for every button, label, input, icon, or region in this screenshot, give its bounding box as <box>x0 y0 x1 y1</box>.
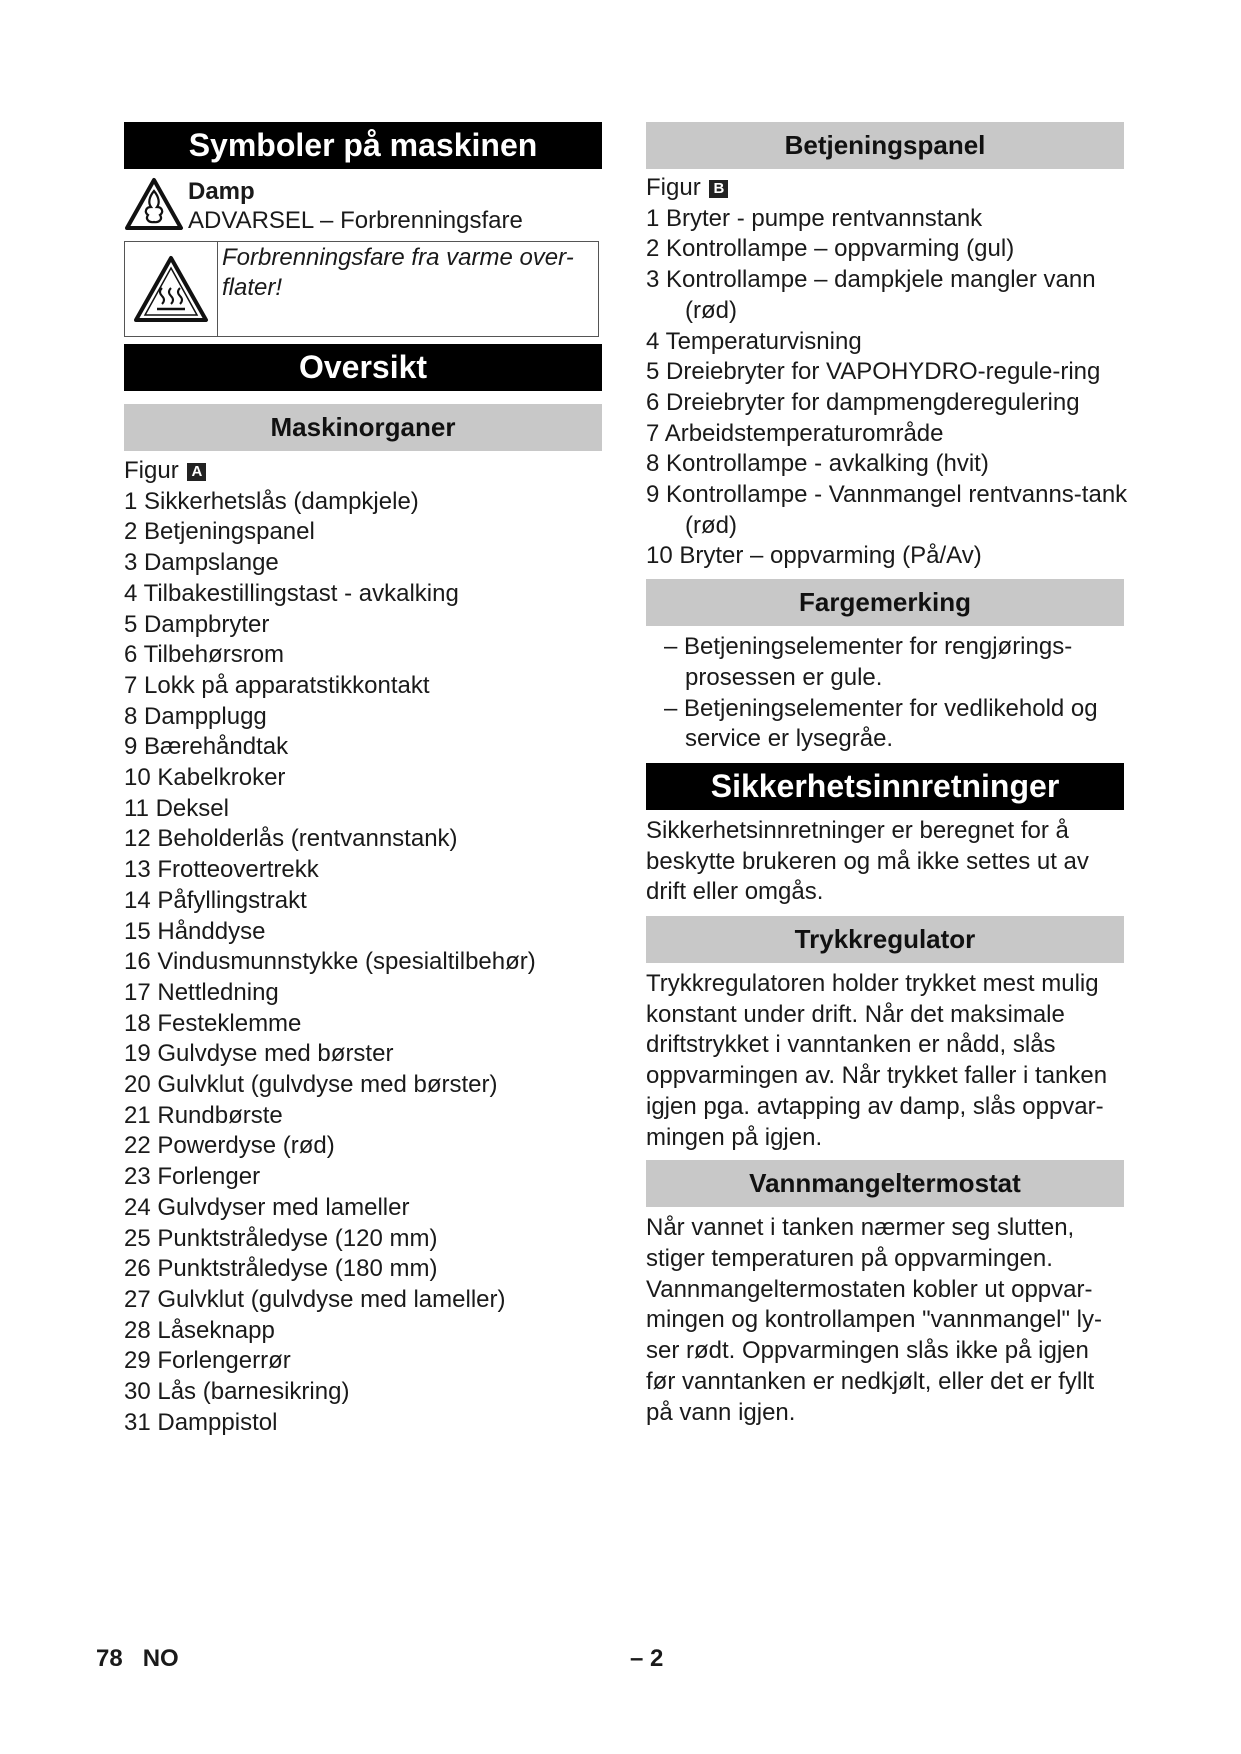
list-item: 22 Powerdyse (rød) <box>124 1132 335 1160</box>
figure-b-label: Figur B <box>646 173 1124 204</box>
list-item: 11 Deksel <box>124 794 229 822</box>
parts-title: Maskinorganer <box>124 404 602 451</box>
list-item: 4 Tilbakestillingstast - avkalking <box>124 579 459 607</box>
list-item: 28 Låseknapp <box>124 1316 275 1344</box>
thermostat-title: Vannmangeltermostat <box>646 1160 1124 1207</box>
safety-text: Sikkerhetsinnretninger er beregnet for å beskytte brukeren og må ikke settes ut av drift eller omgås. <box>646 816 1089 906</box>
list-item: 8 Kontrollampe - avkalking (hvit) <box>646 450 989 478</box>
symbols-section-title: Symboler på maskinen <box>124 122 602 169</box>
figure-letter-badge: A <box>187 463 206 481</box>
list-item: 2 Kontrollampe – oppvarming (gul) <box>646 235 1015 263</box>
list-item: 20 Gulvklut (gulvdyse med børster) <box>124 1071 498 1099</box>
list-item: 25 Punktstråledyse (120 mm) <box>124 1224 438 1252</box>
list-item: 6 Dreiebryter for dampmengderegulering <box>646 388 1080 416</box>
list-item: 3 Dampslange <box>124 549 279 577</box>
language-code: NO <box>142 1645 179 1672</box>
list-item: 19 Gulvdyse med børster <box>124 1040 394 1068</box>
list-item: 8 Dampplugg <box>124 702 267 730</box>
list-item: 10 Kabelkroker <box>124 764 286 792</box>
page-number: 78 <box>96 1645 123 1672</box>
hot-surface-warning <box>124 241 599 337</box>
list-item: 7 Arbeidstemperaturområde <box>646 419 944 447</box>
hot-surface-text: Forbrenningsfare fra varme over-flater! <box>222 244 574 301</box>
list-item: 7 Lokk på apparatstikkontakt <box>124 671 430 699</box>
thermostat-text: Når vannet i tanken nærmer seg slutten, stiger temperaturen på oppvarmingen. Vannmangeltermostaten kobler ut oppvar-mingen og kontrollampen "vannmangel" ly-ser rødt. Oppvarmingen slås ikke på igjen før vanntanken er nedkjølt, eller det er fyllt på vann igjen. <box>646 1214 1102 1426</box>
list-item: 26 Punktstråledyse (180 mm) <box>124 1255 438 1283</box>
list-item: 1 Bryter - pumpe rentvannstank <box>646 204 983 232</box>
color-coding-list <box>646 632 1124 755</box>
steam-warning-text: ADVARSEL – Forbrenningsfare <box>188 207 523 234</box>
list-item: 16 Vindusmunnstykke (spesialtilbehør) <box>124 948 536 976</box>
list-item: 5 Dreiebryter for VAPOHYDRO-regule-ring <box>646 358 1101 386</box>
panel-title: Betjeningspanel <box>646 122 1124 169</box>
pressure-text: Trykkregulatoren holder trykket mest mulig konstant under drift. Når det maksimale driftstrykket i vanntanken er nådd, slås oppvarmingen av. Når trykket faller i tanken igjen pga. avtapping av damp, slås oppvar-mingen på igjen. <box>646 970 1108 1151</box>
page-center-marker: – 2 <box>630 1645 664 1672</box>
steam-warning <box>124 177 602 235</box>
figure-a-label: Figur A <box>124 456 602 487</box>
pressure-title: Trykkregulator <box>646 916 1124 963</box>
list-item: 14 Påfyllingstrakt <box>124 886 307 914</box>
list-item: 30 Lås (barnesikring) <box>124 1378 350 1406</box>
list-item: 4 Temperaturvisning <box>646 327 862 355</box>
list-item: 10 Bryter – oppvarming (På/Av) <box>646 542 982 570</box>
list-item: – Betjeningselementer for vedlikehold og service er lysegråe. <box>664 694 1098 753</box>
list-item: 5 Dampbryter <box>124 610 270 638</box>
safety-title: Sikkerhetsinnretninger <box>646 763 1124 810</box>
list-item: 17 Nettledning <box>124 978 279 1006</box>
parts-list <box>124 487 602 1439</box>
list-item: 13 Frotteovertrekk <box>124 856 319 884</box>
list-item: 18 Festeklemme <box>124 1009 302 1037</box>
list-item: – Betjeningselementer for rengjørings-prosessen er gule. <box>664 633 1073 691</box>
list-item: 21 Rundbørste <box>124 1101 283 1129</box>
list-item: 15 Hånddyse <box>124 917 266 945</box>
list-item: 3 Kontrollampe – dampkjele mangler vann (rød) <box>646 266 1096 324</box>
list-item: 6 Tilbehørsrom <box>124 641 285 669</box>
hot-surface-icon <box>133 254 209 324</box>
list-item: 23 Forlenger <box>124 1163 261 1191</box>
list-item: 9 Kontrollampe - Vannmangel rentvanns-tank (rød) <box>646 481 1128 539</box>
color-coding-title: Fargemerking <box>646 579 1124 626</box>
page-footer <box>96 1645 199 1673</box>
list-item: 29 Forlengerrør <box>124 1347 291 1375</box>
left-column <box>124 122 602 1439</box>
list-item: 2 Betjeningspanel <box>124 518 315 546</box>
list-item: 12 Beholderlås (rentvannstank) <box>124 825 458 853</box>
list-item: 1 Sikkerhetslås (dampkjele) <box>124 487 419 515</box>
list-item: 9 Bærehåndtak <box>124 733 289 761</box>
list-item: 31 Damppistol <box>124 1408 278 1436</box>
steam-warning-title: Damp <box>188 178 255 205</box>
steam-warning-icon <box>124 177 184 231</box>
figure-letter-badge: B <box>709 180 728 198</box>
list-item: 27 Gulvklut (gulvdyse med lameller) <box>124 1285 506 1313</box>
panel-list <box>646 204 1128 572</box>
right-column <box>646 122 1128 1428</box>
list-item: 24 Gulvdyser med lameller <box>124 1193 410 1221</box>
overview-title: Oversikt <box>124 344 602 391</box>
